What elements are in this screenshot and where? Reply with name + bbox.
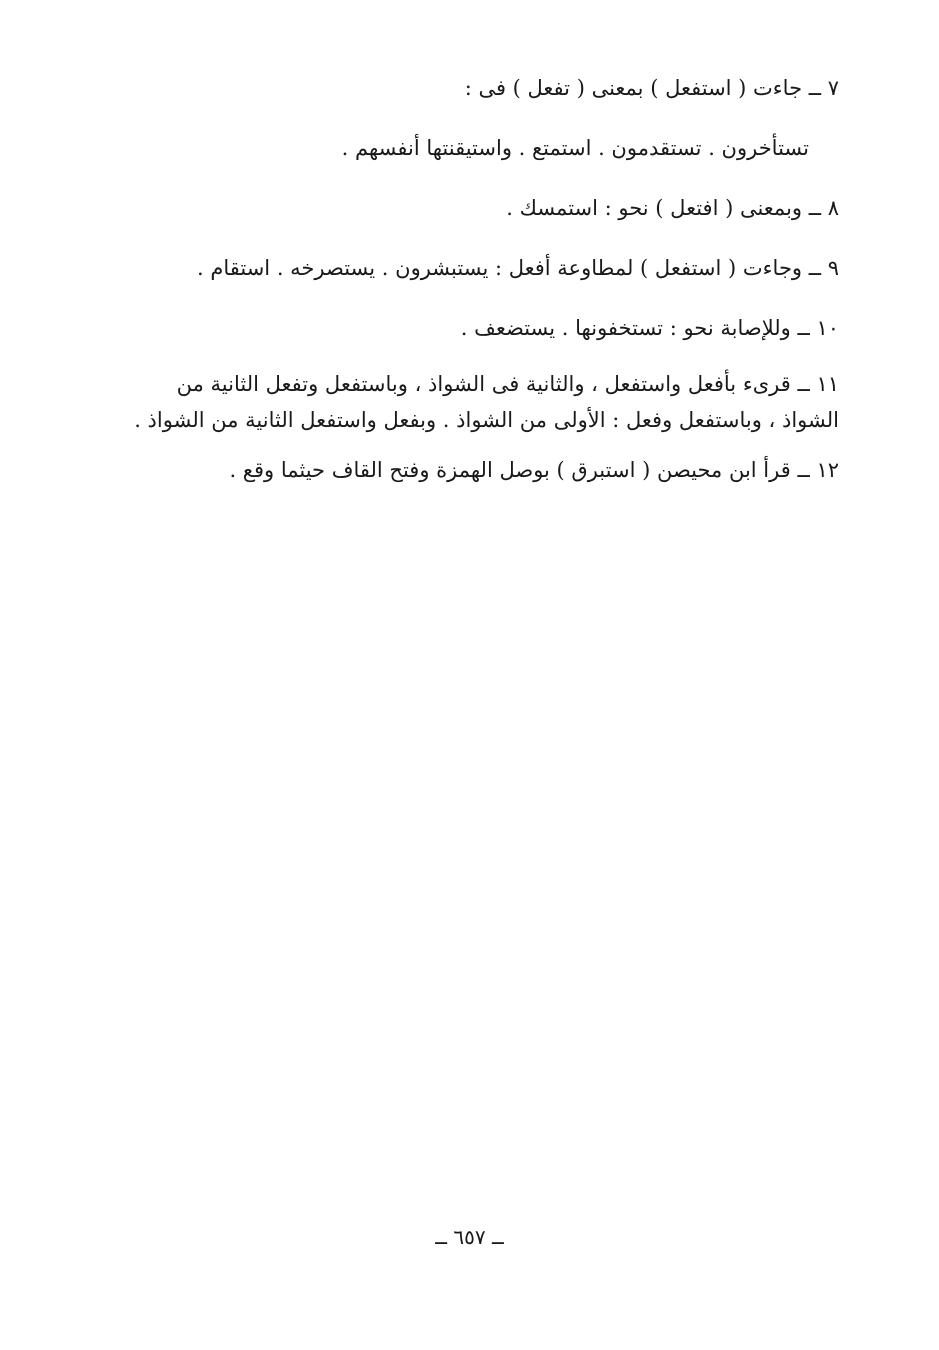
item-9: ٩ ــ وجاءت ( استفعل ) لمطاوعة أفعل : يستبشرون . يستصرخه . استقام . [197, 256, 839, 280]
item-12: ١٢ ــ قرأ ابن محيصن ( استبرق ) بوصل الهمزة وفتح القاف حيثما وقع . [229, 458, 839, 482]
page-body [99, 70, 839, 488]
item-8: ٨ ــ وبمعنى ( افتعل ) نحو : استمسك . [506, 196, 839, 220]
page-number: ــ ٦٥٧ ــ [435, 1225, 504, 1249]
item-7-examples: تستأخرون . تستقدمون . استمتع . واستيقنتها أنفسهم . [341, 136, 809, 160]
item-11-line-1: ١١ ــ قرىء بأفعل واستفعل ، والثانية فى الشواذ ، وباستفعل وتفعل الثانية من [176, 372, 839, 396]
item-10: ١٠ ــ وللإصابة نحو : تستخفونها . يستضعف . [460, 316, 839, 340]
item-11-line-2: الشواذ ، وباستفعل وفعل : الأولى من الشواذ . وبفعل واستفعل الثانية من الشواذ . [134, 408, 839, 432]
item-7-heading: ٧ ــ جاءت ( استفعل ) بمعنى ( تفعل ) فى : [464, 76, 839, 100]
